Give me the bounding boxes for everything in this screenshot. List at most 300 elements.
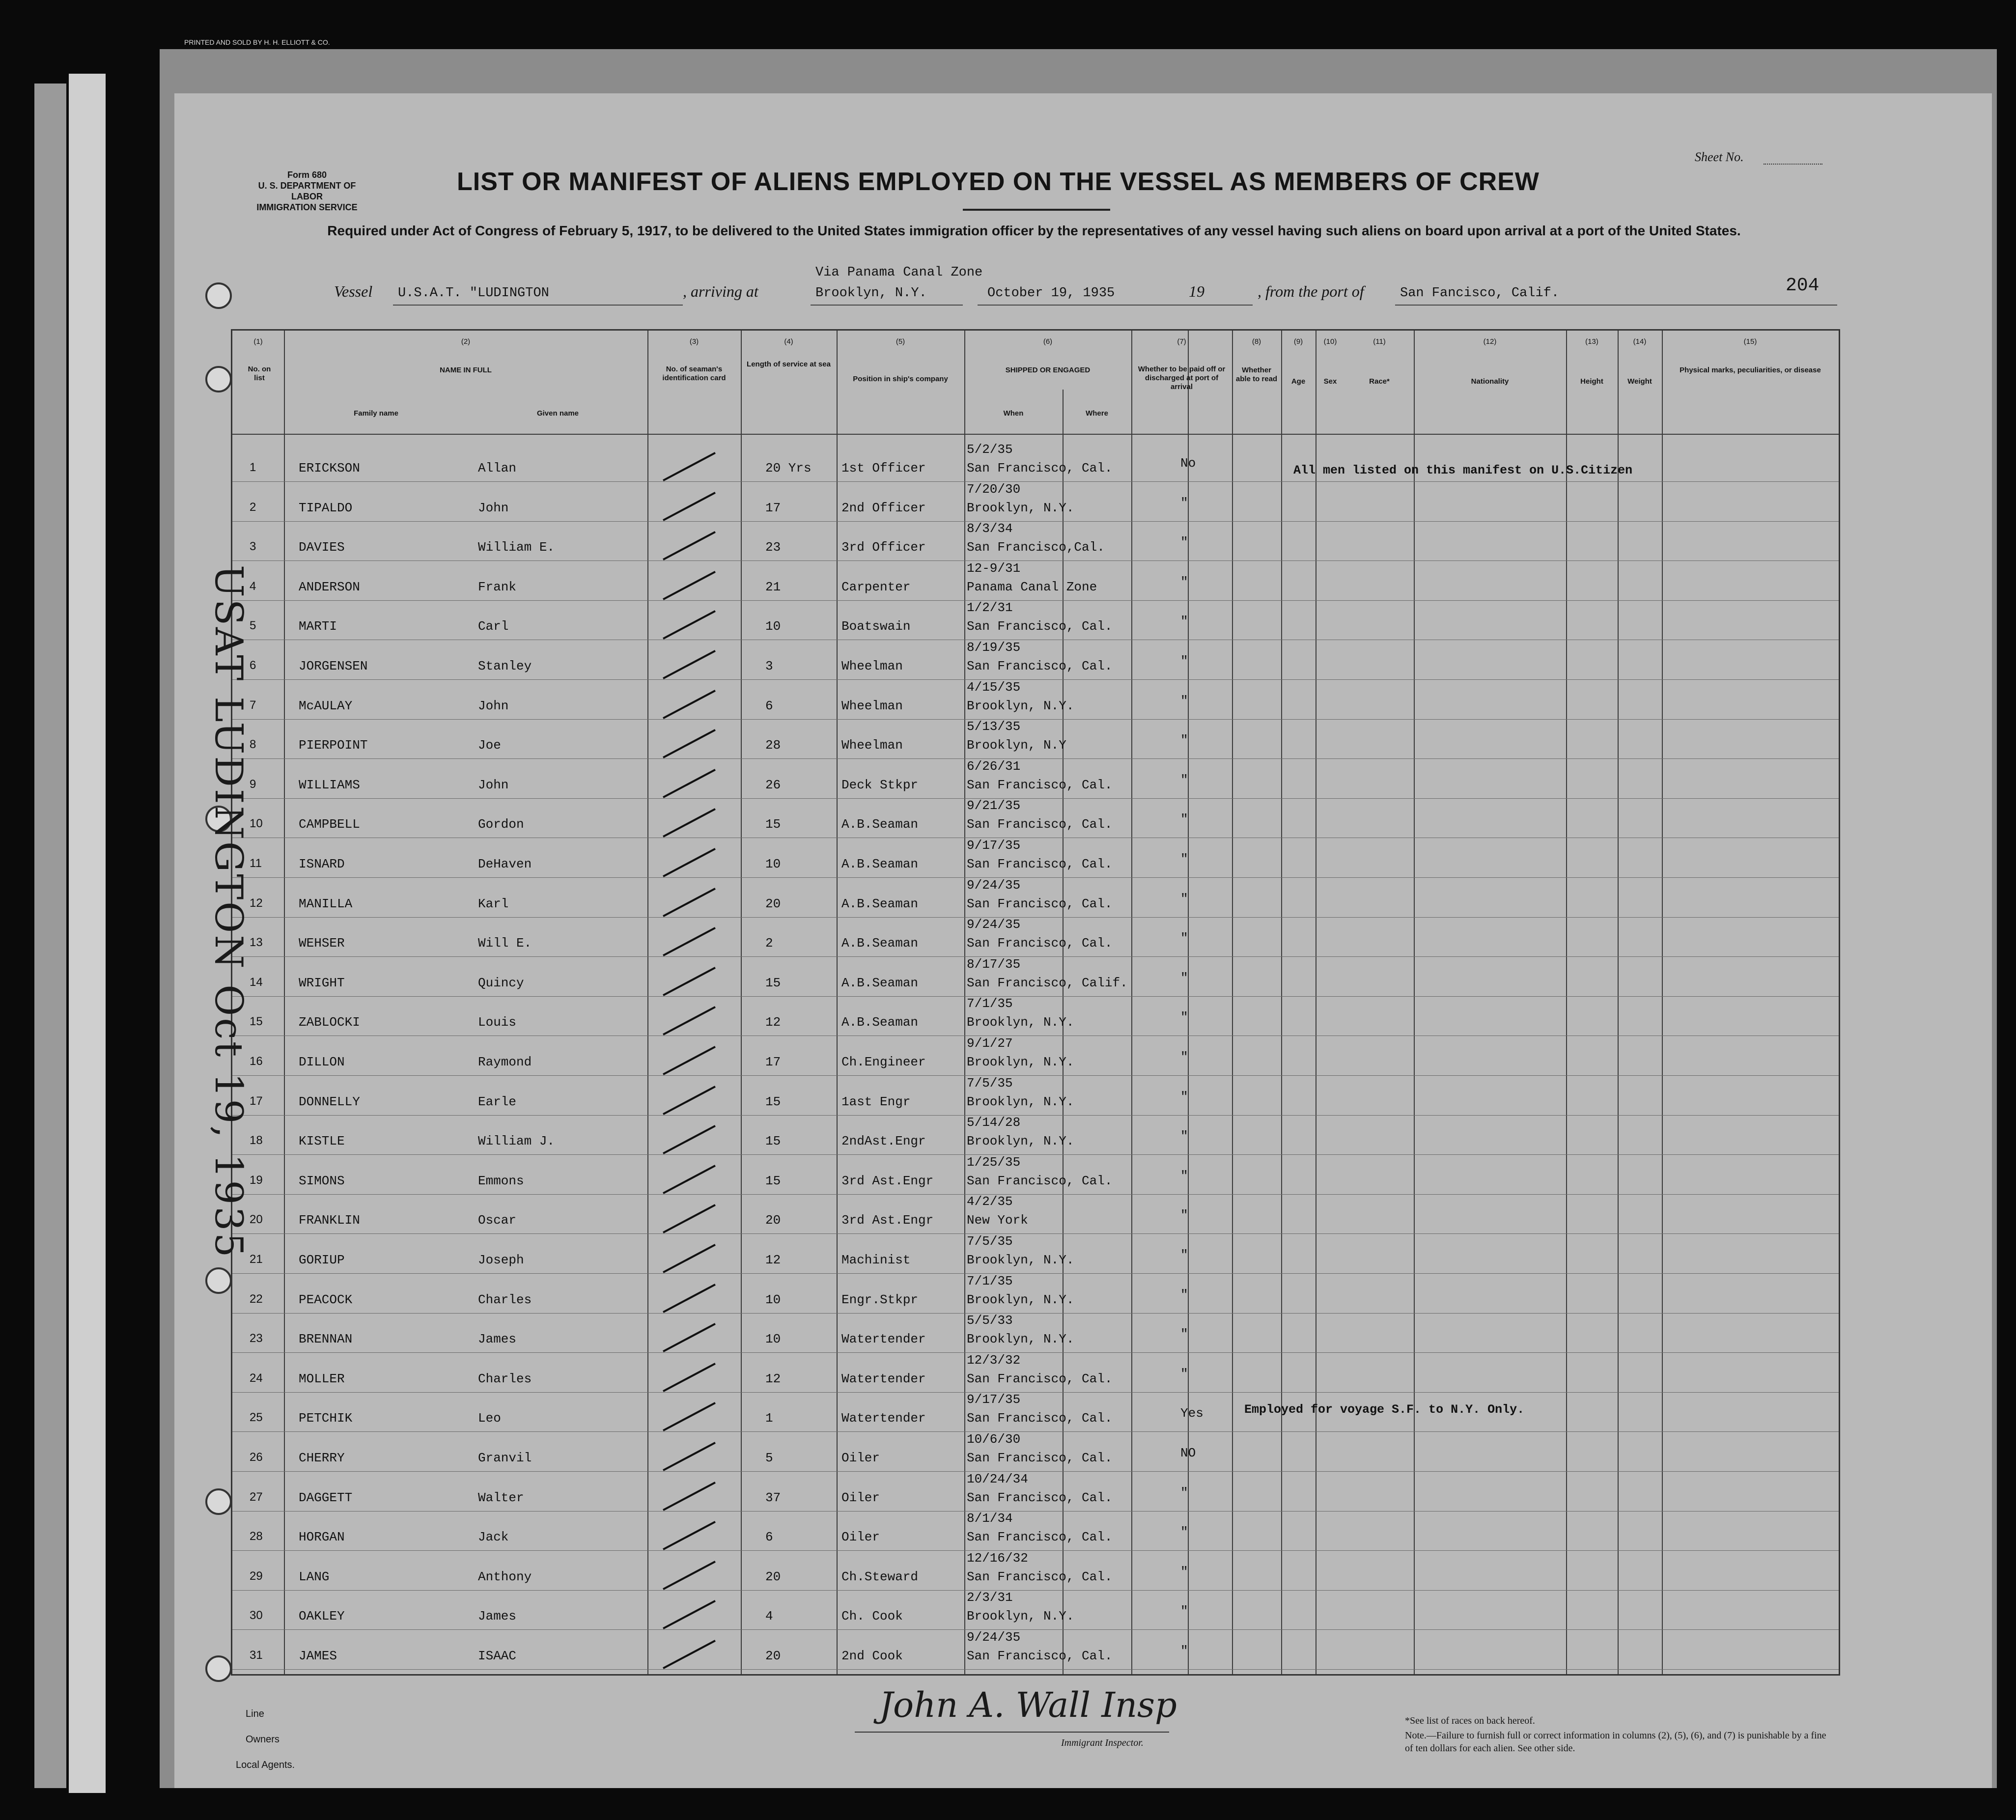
header-paid-off: Whether to be paid off or discharged at port of arrival	[1138, 365, 1226, 391]
races-note: *See list of races on back hereof.	[1405, 1715, 1535, 1726]
row-rule	[232, 1154, 1839, 1155]
row-rule	[232, 1431, 1839, 1432]
check-mark	[663, 729, 716, 758]
row-number: 16	[250, 1055, 263, 1068]
arrival-port: Brooklyn, N.Y.	[815, 286, 927, 301]
inspector-signature: John A. Wall Insp	[879, 1685, 1177, 1725]
check-mark	[663, 690, 716, 719]
check-mark	[663, 531, 716, 560]
vessel-underline	[393, 305, 683, 306]
row-number: 14	[250, 975, 263, 989]
col-num-11: (11)	[1373, 337, 1386, 346]
ship-position: A.B.Seaman	[841, 817, 919, 832]
row-rule	[232, 1590, 1839, 1591]
paid-off: "	[1180, 1327, 1188, 1342]
family-name: KISTLE	[299, 1134, 345, 1149]
shipped-place: Brooklyn, N.Y.	[967, 1253, 1074, 1267]
shipped-place: San Francisco, Cal.	[967, 1490, 1113, 1505]
arrival-date: October 19, 1935	[987, 286, 1115, 301]
check-mark	[663, 610, 716, 640]
row-number: 19	[250, 1173, 263, 1187]
row-number: 1	[250, 461, 256, 474]
ship-position: Machinist	[841, 1253, 911, 1267]
shipped-date: 7/5/35	[967, 1234, 1013, 1249]
row-rule	[232, 560, 1839, 561]
department-name: U. S. DEPARTMENT OF LABOR	[258, 181, 356, 201]
paid-off: "	[1180, 1525, 1188, 1540]
ship-position: Watertender	[841, 1332, 926, 1347]
given-name: Jack	[478, 1530, 509, 1545]
ship-position: 1st Officer	[841, 461, 926, 476]
family-name: WRIGHT	[299, 975, 345, 990]
row-number: 15	[250, 1015, 263, 1029]
paid-off: "	[1180, 733, 1188, 748]
service-length: 2	[765, 936, 773, 951]
family-name: PETCHIK	[299, 1411, 353, 1426]
shipped-place: San Francisco, Cal.	[967, 817, 1113, 832]
row-number: 10	[250, 817, 263, 831]
given-name: John	[478, 777, 509, 792]
ship-position: Engr.Stkpr	[841, 1292, 919, 1307]
header-nationality: Nationality	[1471, 377, 1509, 386]
ship-position: 3rd Ast.Engr	[841, 1173, 934, 1188]
paid-off: "	[1180, 1644, 1188, 1658]
shipped-date: 8/19/35	[967, 640, 1021, 655]
service-length: 17	[765, 1055, 781, 1069]
family-name: OAKLEY	[299, 1609, 345, 1624]
service-length: 12	[765, 1015, 781, 1030]
shipped-date: 8/3/34	[967, 521, 1013, 536]
given-name: Granvil	[478, 1451, 532, 1465]
check-mark	[663, 492, 716, 521]
ship-position: 2ndAst.Engr	[841, 1134, 926, 1149]
departure-port: San Fancisco, Calif.	[1400, 286, 1560, 301]
header-age: Age	[1291, 377, 1306, 386]
check-mark	[663, 848, 716, 877]
service-length: 6	[765, 1530, 773, 1545]
family-name: CAMPBELL	[299, 817, 360, 832]
check-mark	[663, 1323, 716, 1352]
departure-underline	[1395, 305, 1837, 306]
paid-off: "	[1180, 1604, 1188, 1619]
row-number: 6	[250, 659, 256, 672]
given-name: James	[478, 1332, 517, 1347]
header-read: Whether able to read	[1235, 366, 1278, 383]
ship-position: 3rd Ast.Engr	[841, 1213, 934, 1228]
given-name: Allan	[478, 461, 517, 476]
row-number: 26	[250, 1451, 263, 1464]
header-service-length: Length of service at sea	[747, 360, 831, 368]
header-weight: Weight	[1627, 377, 1652, 386]
family-name: MARTI	[299, 619, 337, 634]
service-length: 26	[765, 777, 781, 792]
family-name: ERICKSON	[299, 461, 360, 476]
paid-off: "	[1180, 1010, 1188, 1025]
family-name: ZABLOCKI	[299, 1015, 360, 1030]
shipped-date: 4/2/35	[967, 1194, 1013, 1209]
shipped-place: San Francisco, Cal.	[967, 1451, 1113, 1465]
shipped-date: 9/1/27	[967, 1036, 1013, 1051]
sheet-label: Sheet No.	[1695, 150, 1744, 164]
paid-off: No	[1180, 456, 1196, 471]
family-name: DAVIES	[299, 540, 345, 555]
col-num-4: (4)	[784, 337, 793, 346]
row-rule	[232, 798, 1839, 799]
binder-strip-paper	[69, 74, 106, 1793]
shipped-date: 7/1/35	[967, 996, 1013, 1011]
row-number: 12	[250, 896, 263, 910]
row-rule	[232, 1233, 1839, 1234]
inspector-label: Immigrant Inspector.	[1061, 1737, 1144, 1748]
service-length: 12	[765, 1371, 781, 1386]
given-name: Gordon	[478, 817, 524, 832]
row-number: 3	[250, 540, 256, 554]
check-mark	[663, 650, 716, 679]
given-name: Frank	[478, 579, 517, 594]
paid-off: "	[1180, 1366, 1188, 1381]
paid-off: "	[1180, 1089, 1188, 1104]
shipped-date: 10/24/34	[967, 1471, 1028, 1486]
vessel-name: U.S.A.T. "LUDINGTON	[398, 286, 549, 301]
paid-off: "	[1180, 1208, 1188, 1223]
given-name: John	[478, 500, 509, 515]
page-number: 204	[1786, 275, 1820, 296]
given-name: Quincy	[478, 975, 524, 990]
punch-hole	[205, 1488, 232, 1515]
service-length: 10	[765, 857, 781, 871]
check-mark	[663, 808, 716, 838]
col-num-12: (12)	[1483, 337, 1497, 346]
given-name: John	[478, 698, 509, 713]
row-rule	[232, 1471, 1839, 1472]
signature-line	[855, 1732, 1169, 1733]
row-rule	[232, 1511, 1839, 1512]
check-mark	[663, 1086, 716, 1115]
service-length: 20	[765, 1569, 781, 1584]
row-number: 13	[250, 936, 263, 950]
service-length: 21	[765, 579, 781, 594]
ship-position: A.B.Seaman	[841, 936, 919, 951]
header-height: Height	[1580, 377, 1603, 386]
check-mark	[663, 1561, 716, 1590]
shipped-place: San Francisco, Cal.	[967, 857, 1113, 871]
row-rule	[232, 758, 1839, 759]
row-rule	[232, 600, 1839, 601]
punch-hole	[205, 366, 232, 392]
col-num-10: (10)	[1323, 337, 1337, 346]
paid-off: "	[1180, 970, 1188, 985]
given-name: William E.	[478, 540, 555, 555]
form-number: Form 680	[287, 170, 327, 180]
shipped-date: 4/15/35	[967, 679, 1021, 695]
shipped-date: 5/2/35	[967, 442, 1013, 457]
family-name: JAMES	[299, 1649, 337, 1663]
shipped-date: 8/1/34	[967, 1511, 1013, 1526]
page-subtitle: Required under Act of Congress of February 5, 1917, to be delivered to the United States immigration officer by the representatives of any vessel having such aliens on board upon arrival at a port of the United States.	[327, 223, 1741, 238]
row-rule	[232, 1352, 1839, 1353]
shipped-place: Brooklyn, N.Y.	[967, 1015, 1074, 1030]
paid-off: "	[1180, 852, 1188, 867]
shipped-date: 5/13/35	[967, 719, 1021, 734]
shipped-place: Brooklyn, N.Y.	[967, 1094, 1074, 1109]
paid-off: Yes	[1180, 1406, 1204, 1421]
shipped-date: 5/14/28	[967, 1115, 1021, 1130]
paid-off: "	[1180, 535, 1188, 550]
from-label: , from the port of	[1258, 282, 1364, 300]
shipped-place: Brooklyn, N.Y.	[967, 1134, 1074, 1149]
header-race: Race*	[1369, 377, 1390, 386]
col-num-3: (3)	[689, 337, 699, 346]
given-name: Joe	[478, 738, 501, 753]
header-family-name: Family name	[354, 409, 398, 418]
family-name: PEACOCK	[299, 1292, 353, 1307]
family-name: CHERRY	[299, 1451, 345, 1465]
service-length: 5	[765, 1451, 773, 1465]
row-rule	[232, 1075, 1839, 1076]
vessel-label: Vessel	[334, 282, 373, 300]
shipped-date: 9/24/35	[967, 1630, 1021, 1645]
row-number: 7	[250, 698, 256, 712]
paid-off: "	[1180, 931, 1188, 946]
header-shipped: SHIPPED OR ENGAGED	[1005, 366, 1091, 374]
service-length: 17	[765, 500, 781, 515]
via-route: Via Panama Canal Zone	[815, 265, 983, 280]
header-no-on-list: No. on list	[248, 365, 271, 382]
paid-off: "	[1180, 614, 1188, 629]
header-sex: Sex	[1323, 377, 1337, 386]
row-rule	[232, 719, 1839, 720]
paid-off: "	[1180, 495, 1188, 510]
row-number: 27	[250, 1490, 263, 1504]
fine-note: Note.—Failure to furnish full or correct information in columns (2), (5), (6), and (7) is punishable by a fine of ten dollars for each alien. See other side.	[1405, 1730, 1826, 1754]
service-name: IMMIGRATION SERVICE	[256, 202, 358, 212]
given-name: Charles	[478, 1292, 532, 1307]
handwritten-margin-note: USAT LUDINGTON Oct 19, 1935	[206, 565, 251, 1260]
header-where: Where	[1086, 409, 1108, 418]
check-mark	[663, 1640, 716, 1669]
paid-off: "	[1180, 1485, 1188, 1500]
ship-position: Ch. Cook	[841, 1609, 903, 1624]
given-name: ISAAC	[478, 1649, 517, 1663]
col-num-5: (5)	[896, 337, 905, 346]
check-mark	[663, 571, 716, 600]
row-rule	[232, 481, 1839, 482]
ship-position: A.B.Seaman	[841, 1015, 919, 1030]
ship-position: 2nd Cook	[841, 1649, 903, 1663]
ship-position: Wheelman	[841, 698, 903, 713]
given-name: Louis	[478, 1015, 517, 1030]
year-label: 19	[1189, 282, 1204, 300]
service-length: 15	[765, 1173, 781, 1188]
shipped-place: San Francisco, Cal.	[967, 896, 1113, 911]
col-num-8: (8)	[1252, 337, 1261, 346]
shipped-place: San Francisco, Cal.	[967, 461, 1113, 476]
shipped-date: 1/25/35	[967, 1154, 1021, 1170]
shipped-place: Brooklyn, N.Y.	[967, 500, 1074, 515]
given-name: Carl	[478, 619, 509, 634]
check-mark	[663, 1244, 716, 1273]
arriving-label: , arriving at	[683, 282, 758, 300]
given-name: Earle	[478, 1094, 517, 1109]
service-length: 20	[765, 896, 781, 911]
family-name: JORGENSEN	[299, 659, 368, 673]
paid-off: "	[1180, 1564, 1188, 1579]
row-rule	[232, 917, 1839, 918]
ship-position: A.B.Seaman	[841, 896, 919, 911]
row-rule	[232, 1392, 1839, 1393]
shipped-date: 9/24/35	[967, 877, 1021, 893]
check-mark	[663, 1284, 716, 1313]
paid-off: "	[1180, 1287, 1188, 1302]
row-rule	[232, 1669, 1839, 1670]
family-name: BRENNAN	[299, 1332, 353, 1347]
check-mark	[663, 1046, 716, 1075]
punch-hole	[205, 282, 232, 309]
row-number: 28	[250, 1530, 263, 1543]
row-number: 25	[250, 1411, 263, 1425]
service-length: 10	[765, 619, 781, 634]
row-number: 9	[250, 777, 256, 791]
date-underline	[978, 305, 1253, 306]
ship-position: A.B.Seaman	[841, 975, 919, 990]
shipped-date: 1/2/31	[967, 600, 1013, 616]
row-rule	[232, 1629, 1839, 1630]
line-label: Line	[246, 1708, 264, 1719]
row-rule	[232, 877, 1839, 878]
page-title: LIST OR MANIFEST OF ALIENS EMPLOYED ON THE VESSEL AS MEMBERS OF CREW	[457, 168, 1540, 196]
given-name: Stanley	[478, 659, 532, 673]
ship-position: Watertender	[841, 1411, 926, 1426]
punch-hole	[205, 1655, 232, 1682]
paid-off: "	[1180, 1129, 1188, 1144]
shipped-date: 12-9/31	[967, 560, 1021, 576]
paid-off: "	[1180, 693, 1188, 708]
ship-position: Oiler	[841, 1490, 880, 1505]
check-mark	[663, 1125, 716, 1154]
service-length: 4	[765, 1609, 773, 1624]
check-mark	[663, 1402, 716, 1431]
row-number: 18	[250, 1134, 263, 1148]
col-num-7: (7)	[1177, 337, 1186, 346]
shipped-place: Brooklyn, N.Y.	[967, 1292, 1074, 1307]
title-rule	[963, 209, 1110, 211]
header-position: Position in ship's company	[853, 375, 948, 383]
given-name: Anthony	[478, 1569, 532, 1584]
family-name: FRANKLIN	[299, 1213, 360, 1228]
shipped-date: 9/24/35	[967, 917, 1021, 932]
shipped-date: 2/3/31	[967, 1590, 1013, 1605]
header-given-name: Given name	[536, 409, 579, 418]
shipped-place: Brooklyn, N.Y.	[967, 1055, 1074, 1069]
shipped-place: San Francisco, Cal.	[967, 1569, 1113, 1584]
given-name: DeHaven	[478, 857, 532, 871]
crew-table	[231, 329, 1840, 1676]
family-name: MANILLA	[299, 896, 353, 911]
check-mark	[663, 888, 716, 917]
service-length: 15	[765, 817, 781, 832]
check-mark	[663, 1006, 716, 1036]
shipped-place: Brooklyn, N.Y.	[967, 1609, 1074, 1624]
paid-off: "	[1180, 654, 1188, 669]
ship-position: Boatswain	[841, 619, 911, 634]
family-name: ISNARD	[299, 857, 345, 871]
given-name: Oscar	[478, 1213, 517, 1228]
paid-off: "	[1180, 1050, 1188, 1064]
paid-off: "	[1180, 812, 1188, 827]
shipped-place: Panama Canal Zone	[967, 579, 1097, 594]
row-rule	[232, 996, 1839, 997]
ship-position: Oiler	[841, 1451, 880, 1465]
shipped-date: 10/6/30	[967, 1432, 1021, 1447]
paid-off: "	[1180, 1168, 1188, 1183]
family-name: SIMONS	[299, 1173, 345, 1188]
check-mark	[663, 1482, 716, 1511]
service-length: 15	[765, 1134, 781, 1149]
service-length: 15	[765, 1094, 781, 1109]
family-name: DAGGETT	[299, 1490, 353, 1505]
row-rule	[232, 521, 1839, 522]
col-num-9: (9)	[1293, 337, 1303, 346]
shipped-place: San Francisco, Calif.	[967, 975, 1128, 990]
binder-strip	[34, 84, 66, 1788]
given-name: Karl	[478, 896, 509, 911]
form-identifier	[243, 169, 371, 213]
row-rule	[232, 1115, 1839, 1116]
ship-position: 2nd Officer	[841, 500, 926, 515]
row-number: 11	[250, 857, 262, 870]
shipped-place: San Francisco, Cal.	[967, 619, 1113, 634]
family-name: PIERPOINT	[299, 738, 368, 753]
given-name: Charles	[478, 1371, 532, 1386]
shipped-place: San Francisco, Cal.	[967, 1371, 1113, 1386]
row-rule	[232, 1194, 1839, 1195]
shipped-place: San Francisco,Cal.	[967, 540, 1105, 555]
ship-position: Ch.Steward	[841, 1569, 919, 1584]
ship-position: 1ast Engr	[841, 1094, 911, 1109]
row-number: 8	[250, 738, 256, 752]
row-rule	[232, 1550, 1839, 1551]
row-number: 29	[250, 1569, 263, 1583]
family-name: WILLIAMS	[299, 777, 360, 792]
ship-position: A.B.Seaman	[841, 857, 919, 871]
row-number: 21	[250, 1253, 263, 1266]
paid-off: "	[1180, 772, 1188, 787]
shipped-place: San Francisco, Cal.	[967, 936, 1113, 951]
family-name: LANG	[299, 1569, 330, 1584]
service-length: 20 Yrs	[765, 461, 812, 476]
shipped-date: 7/1/35	[967, 1273, 1013, 1288]
shipped-date: 7/20/30	[967, 481, 1021, 497]
voyage-note: Employed for voyage S.F. to N.Y. Only.	[1244, 1402, 1525, 1417]
paid-off: "	[1180, 891, 1188, 906]
given-name: Raymond	[478, 1055, 532, 1069]
shipped-place: San Francisco, Cal.	[967, 1649, 1113, 1663]
col-num-14: (14)	[1633, 337, 1647, 346]
ship-position: Wheelman	[841, 659, 903, 673]
family-name: DONNELLY	[299, 1094, 360, 1109]
shipped-date: 12/16/32	[967, 1550, 1028, 1566]
row-number: 24	[250, 1371, 263, 1385]
row-rule	[232, 956, 1839, 957]
service-length: 15	[765, 975, 781, 990]
family-name: HORGAN	[299, 1530, 345, 1545]
given-name: Will E.	[478, 936, 532, 951]
family-name: ANDERSON	[299, 579, 360, 594]
check-mark	[663, 927, 716, 956]
given-name: Walter	[478, 1490, 524, 1505]
given-name: Emmons	[478, 1173, 524, 1188]
check-mark	[663, 1442, 716, 1471]
